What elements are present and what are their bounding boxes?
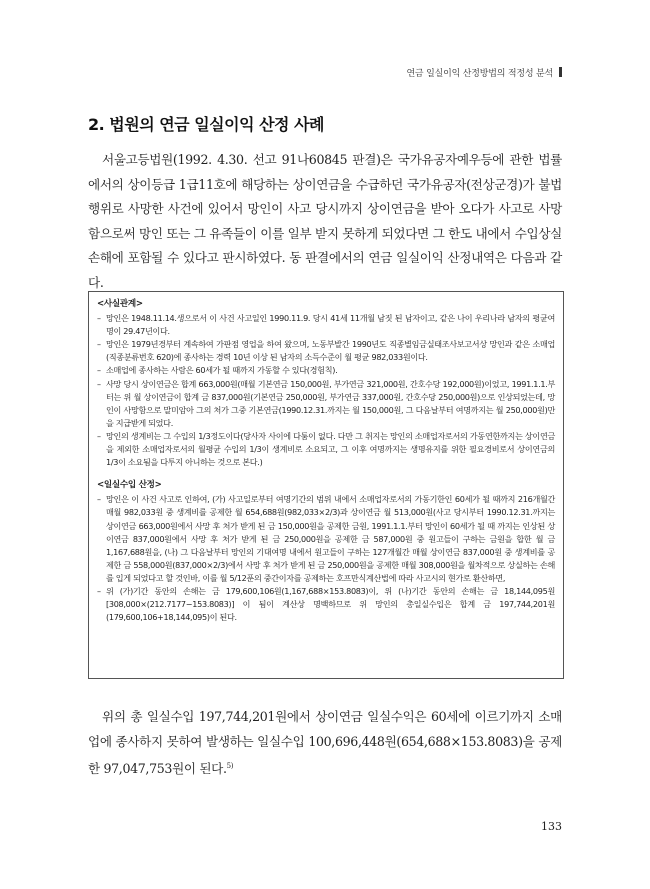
fact-item: – 망인은 1979년경부터 계속하여 가판점 영업을 하여 왔으며, 노동부발간 1990년도 직종별임금실태조사보고서상 망인과 같은 소매업(직종분류번호 620)에 종사하는 경력 10년 이상 된 남자의 소득수준이 월 평균 982,033원이다. bbox=[97, 338, 555, 364]
footnote-ref[interactable]: 5) bbox=[226, 762, 234, 770]
fact-item: – 망인의 생계비는 그 수입의 1/3정도이다(당사자 사이에 다툼이 없다. 다만 그 취지는 망인의 소매업자로서의 가동연한까지는 상이연금을 제외한 소매업자로서의 월평균 수입의 1/3이 생계비로 소요되고, 그 이후 여명까지는 생명유지를 위한 필요경비로서 상이연금의 1/3이 소요됨을 다투지 아니하는 것으로 본다.) bbox=[97, 430, 555, 469]
facts-heading: <사실관계> bbox=[97, 299, 143, 309]
calc-list bbox=[97, 493, 555, 624]
conclusion-paragraph bbox=[88, 705, 562, 782]
header-bar-mark bbox=[559, 67, 562, 77]
running-header-title: 연금 일실이익 산정방법의 적정성 분석 bbox=[406, 69, 553, 79]
calc-heading: <일실수입 산정> bbox=[97, 480, 162, 491]
section-title: 2. 법원의 연금 일실이익 산정 사례 bbox=[88, 115, 324, 134]
calc-item: – 위 (가)기간 동안의 손해는 금 179,600,106원(1,167,688×153.8083)이, 위 (나)기간 동안의 손해는 금 18,144,095원[308,000×(212.7177−153.8083)] 이 됨이 계산상 명백하므로 위 망인의 총일실수입은 합계 금 197,744,201원(179,600,106+18,144,095)이 된다. bbox=[97, 585, 555, 624]
fact-item: – 소매업에 종사하는 사람은 60세가 될 때까지 가동할 수 있다(경험칙). bbox=[97, 364, 555, 377]
page-number: 133 bbox=[541, 820, 562, 833]
fact-item: – 망인은 1948.11.14.생으로서 이 사건 사고일인 1990.11.9. 당시 41세 11개월 남짓 된 남자이고, 같은 나이 우리나라 남자의 평균여명이 29.47년이다. bbox=[97, 312, 555, 338]
fact-item: – 사망 당시 상이연금은 합계 663,000원(매월 기본연금 150,000원, 부가연금 321,000원, 간호수당 192,000원)이었고, 1991.1.1.부터는 위 월 상이연금이 합계 금 837,000원(기본연금 250,000원, 부가연금 337,000원, 간호수당 250,000원)으로 인상되었는데, 망인이 사망함으로 말미암아 그의 처가 그중 기본연금(1990.12.31.까지는 월 150,000원, 그 다음날부터 여명까지는 월 250,000원)만을 지급받게 되었다. bbox=[97, 378, 555, 430]
conclusion-text: 위의 총 일실수입 197,744,201원에서 상이연금 일실수익은 60세에 이르기까지 소매업에 종사하지 못하여 발생하는 일실수입 100,696,448원(654,688×153.8083)을 공제한 97,047,753원이 된다. bbox=[88, 709, 562, 777]
case-summary-box bbox=[88, 291, 564, 679]
running-header bbox=[406, 66, 562, 79]
intro-paragraph: 서울고등법원(1992. 4.30. 선고 91나60845 판결)은 국가유공자예우등에 관한 법률에서의 상이등급 1급11호에 해당하는 상이연금을 수급하던 국가유공자(전상군경)가 불법행위로 사망한 사건에 있어서 망인이 사고 당시까지 상이연금을 받아 오다가 사고로 사망함으로써 망인 또는 그 유족들이 이를 일부 받지 못하게 되었다면 그 한도 내에서 수입상실 손해에 포함될 수 있다고 판시하였다. 동 판결에서의 연금 일실이익 산정내역은 다음과 같다. bbox=[88, 152, 562, 290]
calc-item: – 망인은 이 사건 사고로 인하여, (가) 사고일로부터 여명기간의 범위 내에서 소매업자로서의 가동기한인 60세가 될 때까지 216개월간 매월 982,033원 중 생계비를 공제한 월 654,688원(982,033×2/3)과 상이연금 월 513,000원(사고 당시부터 1990.12.31.까지는 상이연금 663,000원에서 사망 후 처가 받게 된 금 150,000원을 공제한 금원, 1991.1.1.부터 망인이 60세가 될 때 까지는 인상된 상이연금 837,000원에서 사망 후 처가 받게 된 금 250,000원을 공제한 금 587,000원 중 원고들이 구하는 금원을 합한 월 금 1,167,688원을, (나) 그 다음날부터 망인의 기대여명 내에서 원고들이 구하는 127개월간 매월 상이연금 837,000원 중 생계비를 공제한 금 558,000원(837,000×2/3)에서 사망 후 처가 받게 된 금 250,000원을 공제한 매월 308,000원을 월차적으로 상실하는 손해를 입게 되었다고 할 것인바, 이를 월 5/12푼의 중간이자를 공제하는 호프만식계산법에 따라 사고시의 현가로 환산하면, bbox=[97, 493, 555, 585]
facts-list bbox=[97, 312, 555, 469]
